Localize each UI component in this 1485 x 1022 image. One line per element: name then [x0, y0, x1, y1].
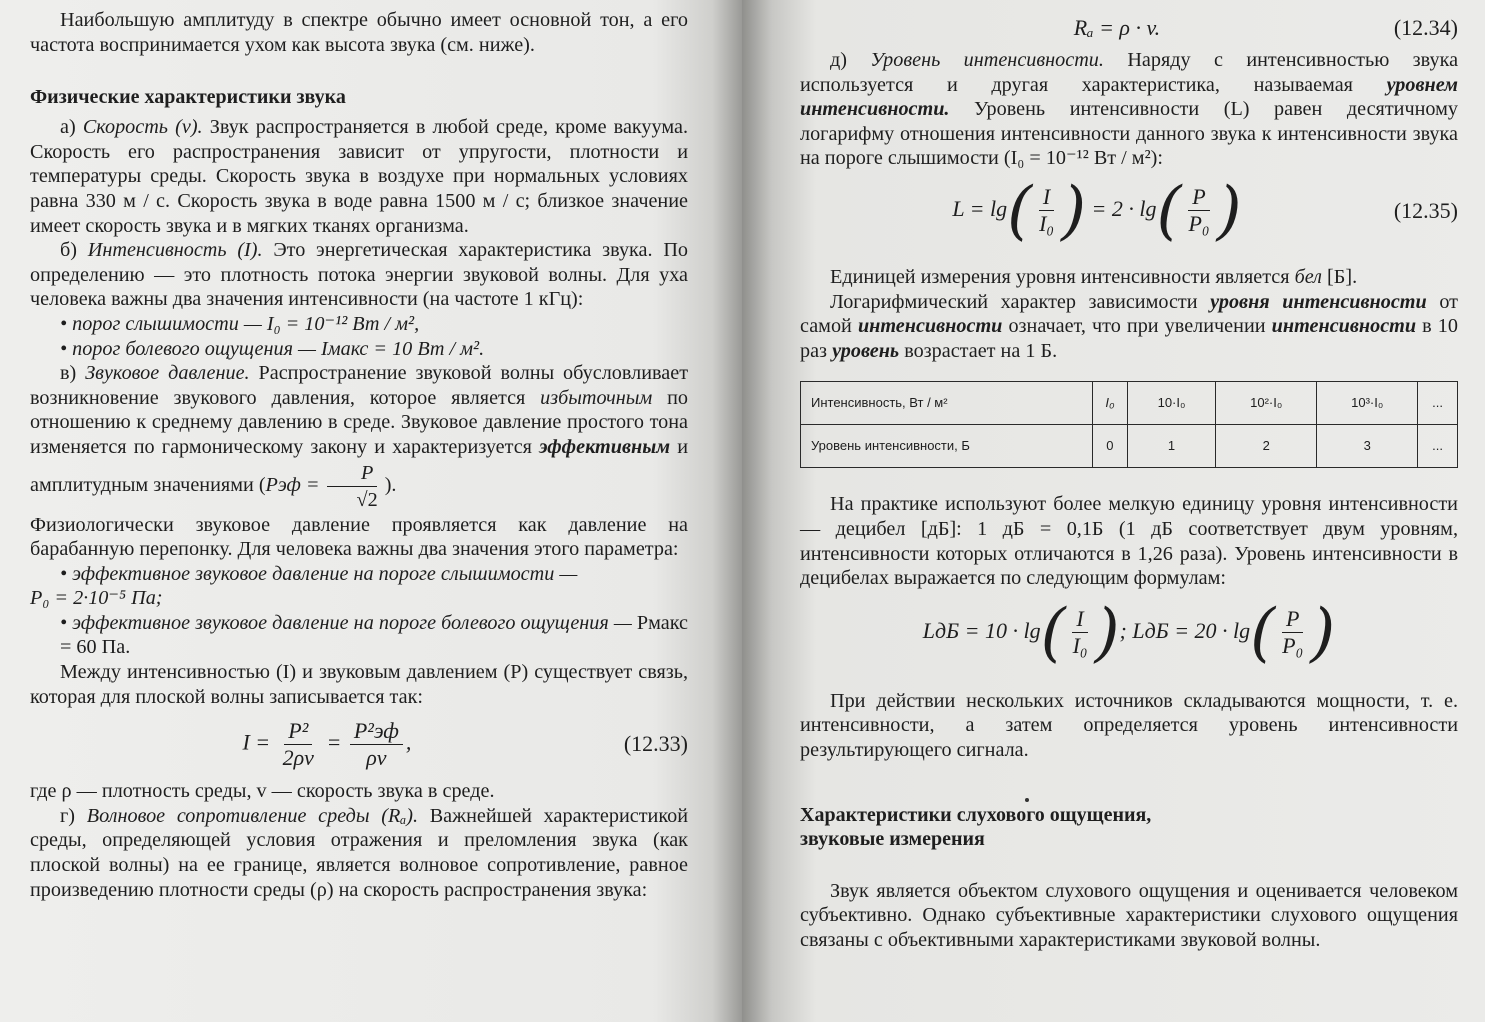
emphasis: уровня интенсивности: [1210, 290, 1427, 313]
item-text: по отношению к среднему давлению в среде. Звуковое давление простого тона изменяется по гармоническому закону и характеризуется: [30, 386, 688, 458]
section-heading: Физические характеристики звука: [30, 86, 346, 109]
formula-lhs: Pэф =: [265, 473, 320, 496]
bullet-label: • эффективное звуковое давление на пороге болевого ощущения —: [60, 611, 632, 634]
table-cell: Уровень интенсивности, Б: [801, 425, 1093, 468]
item-text: Важнейшей характеристикой среды, определяющей условия отражения и преломления звука (как плоской волны) на ее границе, является волновое сопротивление, равное произведению плотности среды (ρ) на скорость распространения звука:: [30, 804, 689, 901]
eq-frac: [1069, 606, 1092, 659]
emphasis: интенсивности: [857, 315, 1003, 338]
table-row: [801, 425, 1458, 468]
table-cell: Интенсивность, Вт / м²: [801, 382, 1093, 425]
bullet-value: P₀ = 2·10⁻⁵ Па;: [30, 587, 163, 610]
formula-fraction: [323, 460, 382, 513]
emphasis: интенсивности: [1271, 315, 1417, 338]
item-title: Волновое сопротивление среды (Rₐ).: [86, 804, 418, 827]
paren-open: (: [1040, 595, 1066, 670]
table-cell: 10·I₀: [1127, 382, 1215, 425]
frac-num: I: [1072, 606, 1087, 633]
bullet-value: I₀ = 10⁻¹² Вт / м²,: [266, 312, 420, 335]
frac-den: P₀: [1188, 211, 1210, 237]
emphasis: бел: [1294, 265, 1322, 288]
eq-lhs: I =: [242, 729, 271, 755]
level-paragraph: [800, 48, 1458, 171]
paren-close: ): [1061, 173, 1087, 248]
paren-close: ): [1216, 173, 1242, 248]
right-page: [742, 0, 1485, 1022]
item-text: Это энергетическая характеристика звука. По определению — это плотность потока энергии звуковой волны. Для уха человека важны два значения интенсивности (на частоте 1 кГц):: [30, 239, 688, 311]
relation-paragraph: Между интенсивностью (I) и звуковым давлением (P) существует связь, которая для плоской волны записывается так:: [30, 661, 688, 708]
text: Единицей измерения уровня интенсивности является: [830, 265, 1295, 288]
summation-paragraph: При действии нескольких источников складываются мощности, т. е. интенсивности, а затем определяется уровень интенсивности результирующего сигнала.: [800, 689, 1458, 761]
frac-den: ρv: [366, 744, 387, 770]
equation-12-34: [800, 8, 1458, 48]
left-page: [0, 0, 742, 1022]
paren-open: (: [1007, 173, 1033, 248]
frac-den: √2: [356, 488, 378, 511]
eq-lhs: LдБ = 10 · lg: [922, 617, 1041, 643]
left-column: [30, 8, 688, 902]
eq-frac: [279, 718, 318, 771]
item-label: д): [830, 49, 847, 71]
where-paragraph: где ρ — плотность среды, v — скорость звука в среде.: [30, 780, 495, 803]
equation-body: [800, 595, 1458, 670]
eq-frac: [1184, 184, 1213, 237]
eq-sep: ;: [1119, 617, 1127, 643]
final-paragraph: Звук является объектом слухового ощущения и оценивается человеком субъективно. Однако субъективные характеристики слухового ощущения связаны с объективными характеристиками звуковой волны.: [800, 879, 1458, 951]
table-cell: 0: [1093, 425, 1128, 468]
item-text: и амплитудным значениями (: [30, 435, 688, 496]
equation-body: [800, 173, 1394, 248]
equation-body: I = $\frac{\text{P²}}{2\rho v}$ = $\frac{\text{P²эф}}{\rho v}$ ,: [242, 717, 412, 770]
paren-close: ): [1310, 595, 1336, 670]
bullet-label: • эффективное звуковое давление на пороге слышимости —: [60, 562, 578, 585]
bullet-hearing-threshold: [30, 312, 688, 337]
paren-close: ): [1094, 595, 1120, 670]
item-title: Уровень интенсивности.: [870, 49, 1104, 71]
bullet-pressure-pain: [30, 611, 688, 660]
impedance-paragraph: [30, 804, 688, 902]
item-text: Звук распространяется в любой среде, кроме вакуума. Скорость его распространения зависит от упругости, плотности и температуры среды. Скорость звука в воздухе при нормальных условиях равна 330 м / с. Скорость звука в воде равна 1500 м / с; близкое значение имеет скорость звука и в мягких тканях организма.: [30, 116, 688, 237]
equation-decibel: [800, 591, 1458, 675]
section-heading-2: [800, 803, 1458, 851]
item-title: Интенсивность (I).: [87, 239, 263, 262]
formula-end: ).: [384, 473, 397, 496]
bullet-label: • порог болевого ощущения —: [60, 337, 322, 360]
item-text: Распространение звуковой волны обусловливает возникновение звукового давления, которое является: [30, 362, 689, 409]
text: означает, что при увеличении: [1002, 315, 1272, 338]
item-title: Звуковое давление.: [85, 362, 250, 385]
log-paragraph: [800, 290, 1458, 364]
text: Логарифмический характер зависимости: [830, 290, 1211, 313]
item-text: Наряду с интенсивностью звука используется и другая характеристика, называемая: [800, 49, 1459, 96]
heading-line: звуковые измерения: [800, 827, 985, 850]
level-table: [800, 381, 1458, 468]
eq-lhs: LдБ = 20 · lg: [1132, 617, 1251, 643]
frac-num: P: [1188, 184, 1209, 211]
item-label: г): [60, 804, 76, 827]
eq-mid: = 2 · lg: [1091, 196, 1157, 222]
equation-number: (12.34): [1393, 14, 1458, 40]
bullet-label: • порог слышимости —: [60, 312, 267, 335]
text: в 10 раз: [800, 315, 1458, 362]
table-row: [801, 382, 1458, 425]
item-emphasis: эффективным: [539, 435, 671, 458]
intro-paragraph: Наибольшую амплитуду в спектре обычно имеет основной тон, а его частота воспринимается ухом как высота звука (см. ниже).: [30, 9, 688, 56]
item-text: Уровень интенсивности (L) равен десятичному логарифму отношения интенсивности данного звука к интенсивности звука на пороге слышимости (I₀ = 10⁻¹² Вт / м²):: [800, 98, 1458, 170]
bullet-pain-threshold: [30, 337, 688, 362]
pressure-paragraph: [30, 361, 688, 512]
frac-num: P: [1282, 606, 1303, 633]
table-cell: 1: [1127, 425, 1215, 468]
emphasis: уровень: [832, 339, 900, 362]
table-cell: ...: [1418, 382, 1458, 425]
frac-den: I₀: [1072, 633, 1088, 659]
paren-open: (: [1250, 595, 1276, 670]
frac-num: P: [327, 460, 377, 487]
paren-open: (: [1156, 173, 1182, 248]
bullet-value: Pмакс = 60 Па.: [60, 611, 689, 659]
text: [Б].: [1321, 265, 1358, 288]
frac-den: I₀: [1039, 211, 1055, 237]
equation-12-33: [30, 709, 688, 779]
item-emphasis: уровнем интенсивности.: [800, 73, 1458, 121]
intensity-paragraph: [30, 238, 688, 312]
eq-frac: [1278, 606, 1307, 659]
text: от самой: [800, 290, 1458, 338]
item-emphasis: избыточным: [540, 386, 653, 409]
item-label: а): [60, 116, 76, 139]
table-cell: 2: [1216, 425, 1317, 468]
equation-12-35: [800, 171, 1458, 251]
table-cell: 3: [1317, 425, 1418, 468]
frac-num: P²эф: [350, 718, 403, 745]
equation-body: Rₐ = ρ · v.: [1073, 14, 1161, 40]
table-cell: ...: [1418, 425, 1458, 468]
table-cell: 10²·I₀: [1216, 382, 1317, 425]
table-cell: I₀: [1093, 382, 1128, 425]
frac-num: I: [1039, 184, 1054, 211]
bullet-pressure-hearing: [30, 562, 688, 611]
right-column: [800, 8, 1458, 952]
eq-frac: [1035, 184, 1058, 237]
print-speck: [1025, 798, 1029, 802]
text: возрастает на 1 Б.: [899, 339, 1058, 362]
eq-frac: [350, 718, 403, 771]
frac-den: 2ρv: [282, 744, 314, 770]
bullet-value: Iмакс = 10 Вт / м².: [321, 337, 485, 360]
eq-lhs: L = lg: [952, 196, 1008, 222]
equation-number: (12.33): [623, 730, 688, 756]
physiology-paragraph: Физиологически звуковое давление проявляется как давление на барабанную перепонку. Для человека важны два значения этого параметра:: [30, 513, 688, 561]
item-label: б): [60, 239, 77, 262]
eq-equals: =: [326, 729, 342, 755]
heading-line: Характеристики слухового ощущения,: [800, 803, 1152, 826]
decibel-paragraph: На практике используют более мелкую единицу уровня интенсивности — децибел [дБ]: 1 дБ = 0,1Б (1 дБ соответствует двум уровням, интенсивности которых отличаются в 1,26 раза). Уровень интенсивности в децибелах выражается по следующим формулам:: [800, 493, 1458, 590]
table-cell: 10³·I₀: [1317, 382, 1418, 425]
speed-paragraph: [30, 115, 688, 238]
unit-paragraph: [800, 265, 1458, 290]
frac-num: P²: [284, 718, 312, 745]
frac-den: P₀: [1282, 633, 1304, 659]
equation-number: (12.35): [1393, 197, 1458, 223]
item-title: Скорость (v).: [82, 116, 203, 139]
item-label: в): [60, 362, 77, 385]
